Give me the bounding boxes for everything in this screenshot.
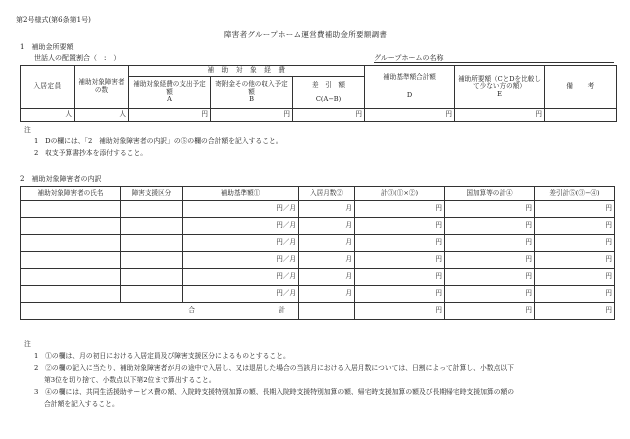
total-months [299,303,355,320]
staff-ratio-label: 世話人の配置割合（ : ） [34,54,121,62]
cell-months[interactable]: 月 [299,218,355,235]
cell-base-amount[interactable]: 円／月 [183,218,299,235]
header-remarks: 備 考 [545,66,617,109]
header-difference-label: 差 引 額 [312,80,345,89]
cell-subtotal[interactable]: 円 [355,269,445,286]
col-header-support-level: 障害支援区分 [121,187,183,201]
cell-net-total[interactable]: 円 [535,252,615,269]
cell-support-level[interactable] [121,286,183,303]
header-base-total-label: 補助基準額合計額 [383,73,436,82]
document-title: 障害者グループホーム運営費補助金所要額調書 [224,30,388,39]
section2-notes-label: 注 [24,340,31,348]
section2-note-2: 2 ②の欄の記入に当たり、補助対象障害者が月の途中で入居し、又は退居した場合の当該月における入居月数については、日割によって計算し、小数点以下 [34,364,514,372]
cell-subtotal[interactable]: 円 [355,286,445,303]
header-expense-plan [129,77,211,109]
table-row [21,201,615,218]
cell-base-amount[interactable]: 円／月 [183,252,299,269]
header-expenses-group: 補 助 対 象 経 費 [129,66,365,77]
cell-subtotal[interactable]: 円 [355,218,445,235]
cell-subtotal[interactable]: 円 [355,235,445,252]
cell-months[interactable]: 月 [299,235,355,252]
total-label-cell [21,303,299,320]
section1-notes-label: 注 [24,126,31,134]
total-row [21,303,615,320]
header-residents: 入居定員 [21,66,75,109]
total-subtotal[interactable]: 円 [355,303,445,320]
required-amount-table [20,65,617,122]
cell-name[interactable] [21,286,121,303]
cell-name[interactable] [21,252,121,269]
subjects-breakdown-table [20,186,615,320]
col-header-net-total: 差引計⑤(③−④) [535,187,615,201]
header-col-c: C(A−B) [315,94,342,103]
cell-base-amount[interactable]: 円／月 [183,269,299,286]
total-label-right: 計 [278,306,285,315]
col-header-base-amount: 補助基準額① [183,187,299,201]
cell-months[interactable]: 月 [299,269,355,286]
home-name-label: グループホームの名称 [374,54,444,62]
header-required [455,66,545,109]
cell-net-total[interactable]: 円 [535,218,615,235]
col-header-national-addition: 国加算等の計④ [445,187,535,201]
cell-residents[interactable]: 人 [21,109,75,122]
table-row [21,235,615,252]
cell-support-level[interactable] [121,218,183,235]
col-header-name: 補助対象障害者の氏名 [21,187,121,201]
cell-name[interactable] [21,269,121,286]
header-required-label: 補助所要額（CとDを比較して少ない方の額） [458,74,541,91]
section1-note-1: 1 Dの欄には、「2 補助対象障害者の内訳」の⑤の欄の合計額を記入すること。 [34,137,283,145]
cell-base-total-d[interactable]: 円 [365,109,455,122]
cell-months[interactable]: 月 [299,252,355,269]
header-base-total [365,66,455,109]
cell-name[interactable] [21,201,121,218]
total-label-left: 合 [188,306,195,315]
cell-national-addition[interactable]: 円 [445,269,535,286]
cell-name[interactable] [21,235,121,252]
section2-note-3: 3 ④の欄には、共同生活援助サービス費の額、入院時支援特別加算の額、長期入院時支援特別加算の額、帰宅時支援加算の額及び長期帰宅時支援加算の額の [34,388,515,396]
cell-net-total[interactable]: 円 [535,235,615,252]
section2-note-2-cont: 第3位を切り捨て、小数点以下第2位まで算出すること。 [44,376,216,384]
cell-national-addition[interactable]: 円 [445,201,535,218]
header-col-d: D [406,91,413,99]
cell-support-level[interactable] [121,201,183,218]
table-row [21,218,615,235]
total-national-addition[interactable]: 円 [445,303,535,320]
header-expense-plan-label: 補助対象経費の支出予定額 [133,80,206,96]
cell-support-level[interactable] [121,252,183,269]
cell-subtotal[interactable]: 円 [355,201,445,218]
cell-months[interactable]: 月 [299,286,355,303]
header-donation-label: 寄附金その他の収入予定額 [215,80,288,96]
section2-note-3-cont: 合計額を記入すること。 [44,400,119,408]
cell-subject-count[interactable]: 人 [75,109,129,122]
section1-heading: 1 補助金所要額 [20,43,74,51]
cell-donation-b[interactable]: 円 [211,109,293,122]
cell-base-amount[interactable]: 円／月 [183,201,299,218]
cell-support-level[interactable] [121,269,183,286]
cell-required-e[interactable]: 円 [455,109,545,122]
cell-national-addition[interactable]: 円 [445,218,535,235]
cell-national-addition[interactable]: 円 [445,252,535,269]
table-row [21,252,615,269]
cell-support-level[interactable] [121,235,183,252]
header-donation [211,77,293,109]
cell-base-amount[interactable]: 円／月 [183,235,299,252]
cell-subtotal[interactable]: 円 [355,252,445,269]
section2-heading: 2 補助対象障害者の内訳 [20,175,102,183]
cell-difference-c[interactable]: 円 [293,109,365,122]
section2-note-1: 1 ①の欄は、月の初日における入居定員及び障害支援区分によるものとすること。 [34,352,290,360]
cell-base-amount[interactable]: 円／月 [183,286,299,303]
header-col-a: A [167,95,172,104]
col-header-months: 入居月数② [299,187,355,201]
home-name-field[interactable] [374,54,614,63]
table-row [21,286,615,303]
cell-name[interactable] [21,218,121,235]
header-col-b: B [249,95,254,104]
cell-national-addition[interactable]: 円 [445,235,535,252]
header-subject-count: 補助対象障害者の数 [75,66,129,109]
table-row [21,269,615,286]
cell-remarks[interactable] [545,109,617,122]
cell-net-total[interactable]: 円 [535,269,615,286]
cell-net-total[interactable]: 円 [535,286,615,303]
cell-months[interactable]: 月 [299,201,355,218]
total-net-total[interactable]: 円 [535,303,615,320]
form-number: 第2号様式(第6条第1号) [16,16,91,24]
col-header-subtotal: 計③(①×②) [355,187,445,201]
header-col-e: E [497,89,502,98]
cell-net-total[interactable]: 円 [535,201,615,218]
cell-national-addition[interactable]: 円 [445,286,535,303]
cell-expense-a[interactable]: 円 [129,109,211,122]
section1-note-2: 2 収支予算書抄本を添付すること。 [34,149,148,157]
header-difference [293,77,365,109]
